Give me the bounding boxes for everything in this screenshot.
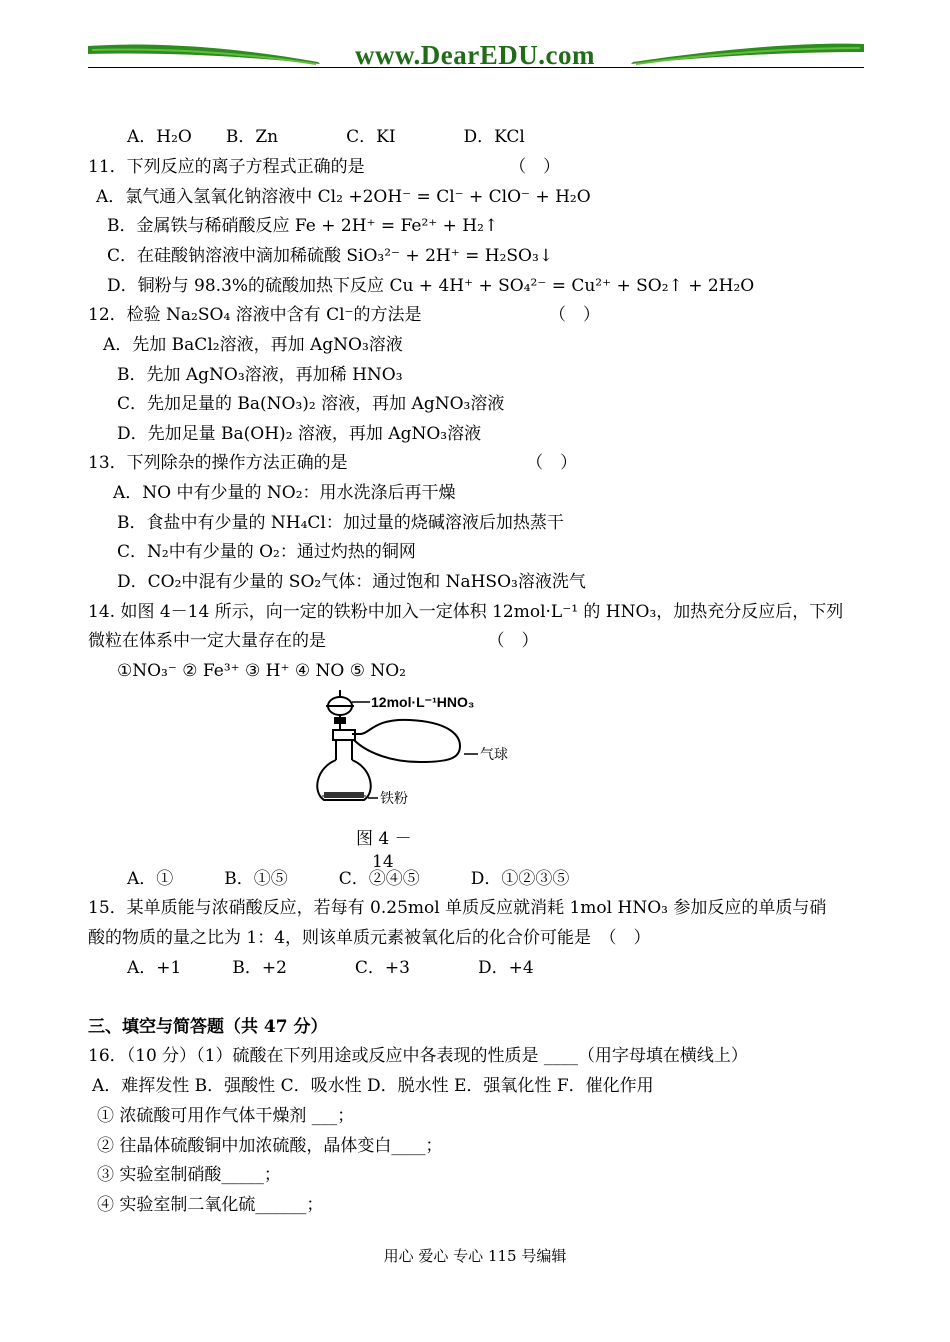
q14-options: A．① B．①⑤ C．②④⑤ D．①②③⑤ xyxy=(127,869,570,889)
section-title: 三、填空与简答题（共 47 分） xyxy=(88,1017,328,1037)
q14-stem-2: 微粒在体系中一定大量存在的是 （ ） xyxy=(88,631,539,651)
label-acid: 12mol·L⁻¹HNO₃ xyxy=(371,694,475,710)
q16-choices: A．难挥发性 B．强酸性 C．吸水性 D．脱水性 E．强氧化性 F．催化作用 xyxy=(92,1076,654,1096)
iron-powder-icon xyxy=(324,792,364,798)
q16-item-3: ③ 实验室制硝酸_____； xyxy=(97,1165,281,1185)
header-rule xyxy=(88,67,864,68)
flask-icon xyxy=(317,730,371,800)
q16-item-4: ④ 实验室制二氧化硫______； xyxy=(97,1195,324,1215)
q10-options: A．H₂O B．Zn C．KI D．KCl xyxy=(127,127,525,147)
q12-option-d: D．先加足量 Ba(OH)₂ 溶液，再加 AgNO₃溶液 xyxy=(117,424,482,444)
q13-option-d: D．CO₂中混有少量的 SO₂气体：通过饱和 NaHSO₃溶液洗气 xyxy=(117,572,586,592)
q11-option-b: B．金属铁与稀硝酸反应 Fe + 2H⁺ = Fe²⁺ + H₂↑ xyxy=(107,216,499,236)
page-footer: 用心 爱心 专心 115 号编辑 xyxy=(383,1247,567,1265)
q12-option-c: C．先加足量的 Ba(NO₃)₂ 溶液，再加 AgNO₃溶液 xyxy=(117,394,505,414)
q11-option-d: D．铜粉与 98.3%的硫酸加热下反应 Cu + 4H⁺ + SO₄²⁻ = Cu²⁺ + SO₂↑ + 2H₂O xyxy=(107,276,755,296)
figure-caption-1: 图 4 － xyxy=(356,829,412,849)
q11-stem: 11．下列反应的离子方程式正确的是 （ ） xyxy=(88,157,561,177)
q13-option-c: C．N₂中有少量的 O₂：通过灼热的铜网 xyxy=(117,542,416,562)
figure-caption-2: 14 xyxy=(372,852,394,872)
site-name: www.DearEDU.com xyxy=(355,40,595,70)
q12-option-a: A．先加 BaCl₂溶液，再加 AgNO₃溶液 xyxy=(103,335,403,355)
funnel-icon xyxy=(326,690,354,730)
tube-icon xyxy=(352,720,460,762)
q14-species: ①NO₃⁻ ② Fe³⁺ ③ H⁺ ④ NO ⑤ NO₂ xyxy=(117,661,406,681)
q11-option-c: C．在硅酸钠溶液中滴加稀硫酸 SiO₃²⁻ + 2H⁺ = H₂SO₃↓ xyxy=(107,246,554,266)
q16-item-1: ① 浓硫酸可用作气体干燥剂 ___； xyxy=(97,1106,355,1126)
q13-option-b: B．食盐中有少量的 NH₄Cl：加过量的烧碱溶液后加热蒸干 xyxy=(117,513,564,533)
q13-stem: 13．下列除杂的操作方法正确的是 （ ） xyxy=(88,453,578,473)
label-iron: 铁粉 xyxy=(380,791,408,807)
q12-stem: 12．检验 Na₂SO₄ 溶液中含有 Cl⁻的方法是 （ ） xyxy=(88,305,600,325)
q12-option-b: B．先加 AgNO₃溶液，再加稀 HNO₃ xyxy=(117,365,403,385)
apparatus-figure xyxy=(300,688,530,816)
q15-stem-1: 15．某单质能与浓硝酸反应，若每有 0.25mol 单质反应就消耗 1mol HNO₃ 参加反应的单质与硝 xyxy=(88,898,827,918)
q13-option-a: A．NO 中有少量的 NO₂：用水洗涤后再干燥 xyxy=(113,483,456,503)
label-balloon: 气球 xyxy=(480,747,508,763)
q16-item-2: ② 往晶体硫酸铜中加浓硫酸，晶体变白____； xyxy=(97,1136,443,1156)
q15-options: A．+1 B．+2 C．+3 D．+4 xyxy=(127,958,534,978)
q14-stem-1: 14. 如图 4－14 所示，向一定的铁粉中加入一定体积 12mol·L⁻¹ 的 HNO₃，加热充分反应后，下列 xyxy=(88,602,844,622)
q11-option-a: A．氯气通入氢氧化钠溶液中 Cl₂ +2OH⁻ = Cl⁻ + ClO⁻ + H₂O xyxy=(96,187,591,207)
q15-stem-2: 酸的物质的量之比为 1：4，则该单质元素被氧化后的化合价可能是 （ ） xyxy=(88,928,651,948)
q16-stem: 16．（10 分）（1）硫酸在下列用途或反应中各表现的性质是 ____（用字母填在横线上） xyxy=(88,1046,748,1066)
